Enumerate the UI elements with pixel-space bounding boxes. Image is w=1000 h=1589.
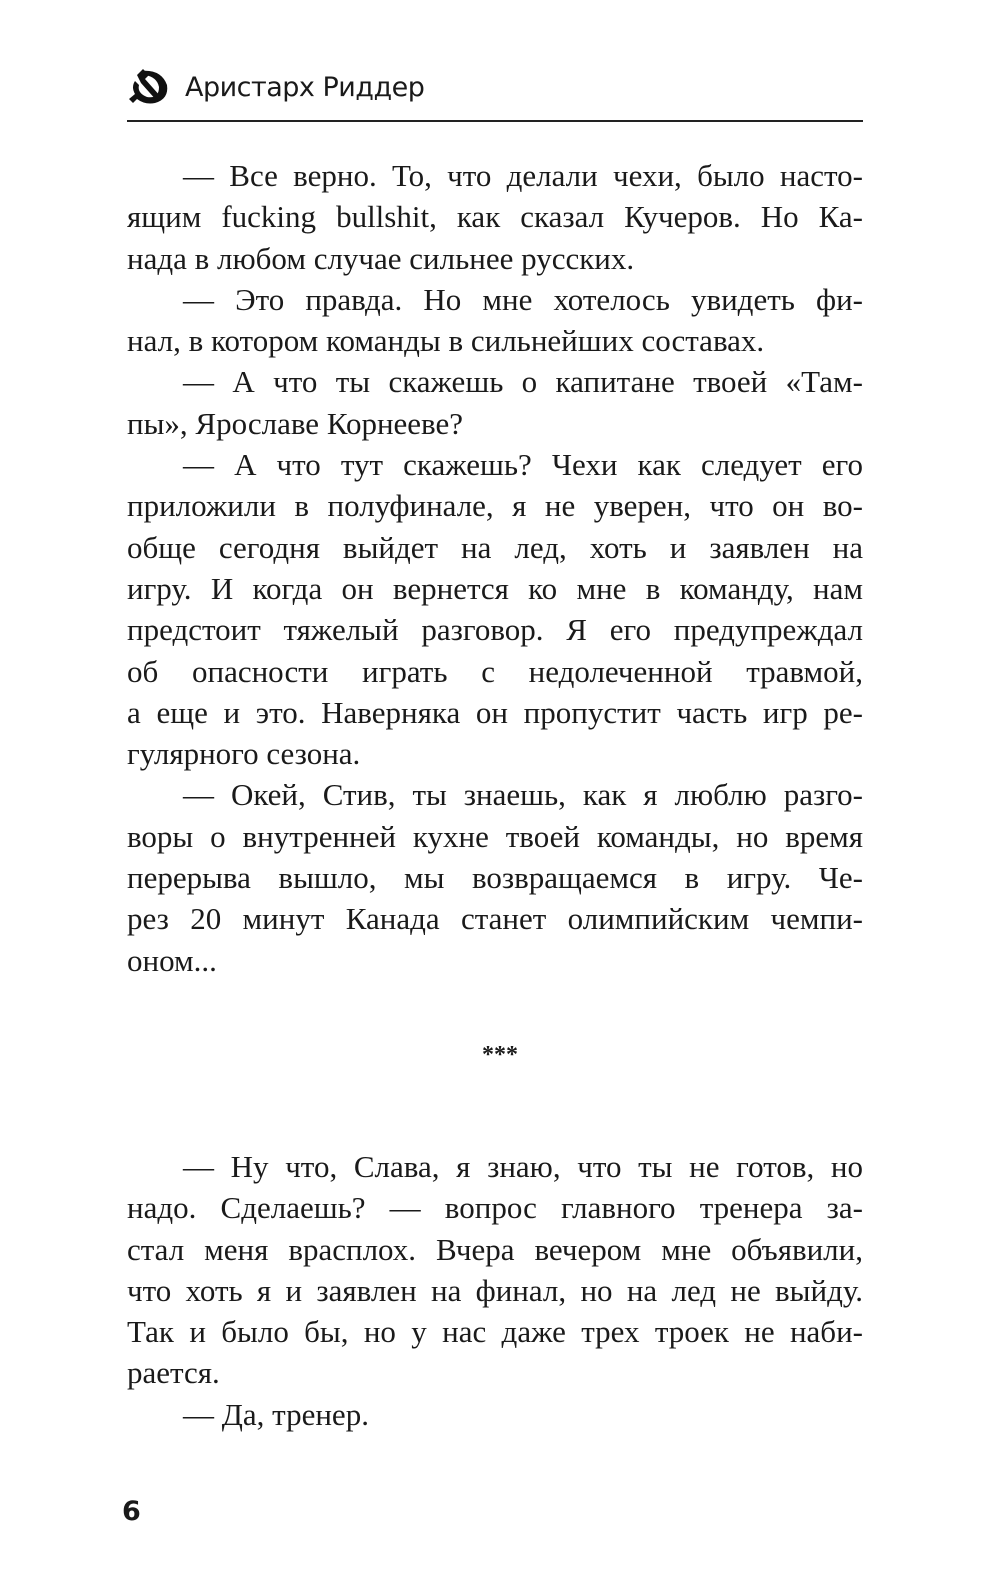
- text-line: перерыва вышло, мы возвращаемся в игру. Че-: [127, 860, 863, 896]
- text-line: — Это правда. Но мне хотелось увидеть фи-: [183, 281, 863, 317]
- text-line: надо. Сделаешь? — вопрос главного тренера за-: [127, 1190, 863, 1226]
- text-line: — А что тут скажешь? Чехи как следует его: [183, 447, 863, 483]
- text-line: — Ну что, Слава, я знаю, что ты не готов, но: [183, 1149, 863, 1184]
- text-line: об опасности играть с недолеченной травмой,: [127, 653, 863, 689]
- text-line: гулярного сезона.: [127, 736, 361, 772]
- header-rule: [127, 120, 863, 122]
- text-line: обще сегодня выйдет на лед, хоть и заявлен на: [127, 529, 863, 565]
- hammer-and-sickle-icon: [127, 67, 173, 107]
- text-line: нал, в котором команды в сильнейших составах.: [127, 323, 765, 359]
- text-line: оном...: [127, 942, 217, 978]
- text-line: пы», Ярославе Корнееве?: [127, 405, 464, 441]
- author-name: Аристарх Риддер: [185, 71, 425, 103]
- text-line: ящим fucking bullshit, как сказал Кучеров. Но Ка-: [127, 199, 863, 235]
- text-line: нада в любом случае сильнее русских.: [127, 240, 635, 276]
- text-line: — Окей, Стив, ты знаешь, как я люблю разго-: [183, 777, 863, 813]
- text-line: воры о внутренней кухне твоей команды, но время: [127, 818, 863, 854]
- text-line: а еще и это. Наверняка он пропустит часть игр ре-: [127, 694, 863, 730]
- text-section-1: [127, 155, 863, 981]
- text-line: — Все верно. То, что делали чехи, было насто-: [183, 158, 863, 193]
- text-line: Так и было бы, но у нас даже трех троек не наби-: [127, 1314, 863, 1350]
- text-line: рается.: [127, 1355, 220, 1391]
- text-line: приложили в полуфинале, я не уверен, что он во-: [127, 488, 863, 524]
- text-line: предстоит тяжелый разговор. Я его предупреждал: [127, 612, 863, 648]
- text-line: — Да, тренер.: [183, 1396, 369, 1432]
- text-section-2: [127, 1146, 863, 1435]
- text-line: что хоть я и заявлен на финал, но на лед не выйду.: [127, 1272, 863, 1308]
- text-line: игру. И когда он вернется ко мне в команду, нам: [127, 570, 863, 606]
- section-separator: ***: [482, 1042, 518, 1068]
- text-line: стал меня врасплох. Вчера вечером мне объявили,: [127, 1231, 863, 1267]
- text-line: — А что ты скажешь о капитане твоей «Там-: [183, 364, 863, 400]
- page-number: 6: [122, 1496, 141, 1527]
- running-header: [127, 62, 424, 112]
- text-line: рез 20 минут Канада станет олимпийским чемпи-: [127, 901, 863, 937]
